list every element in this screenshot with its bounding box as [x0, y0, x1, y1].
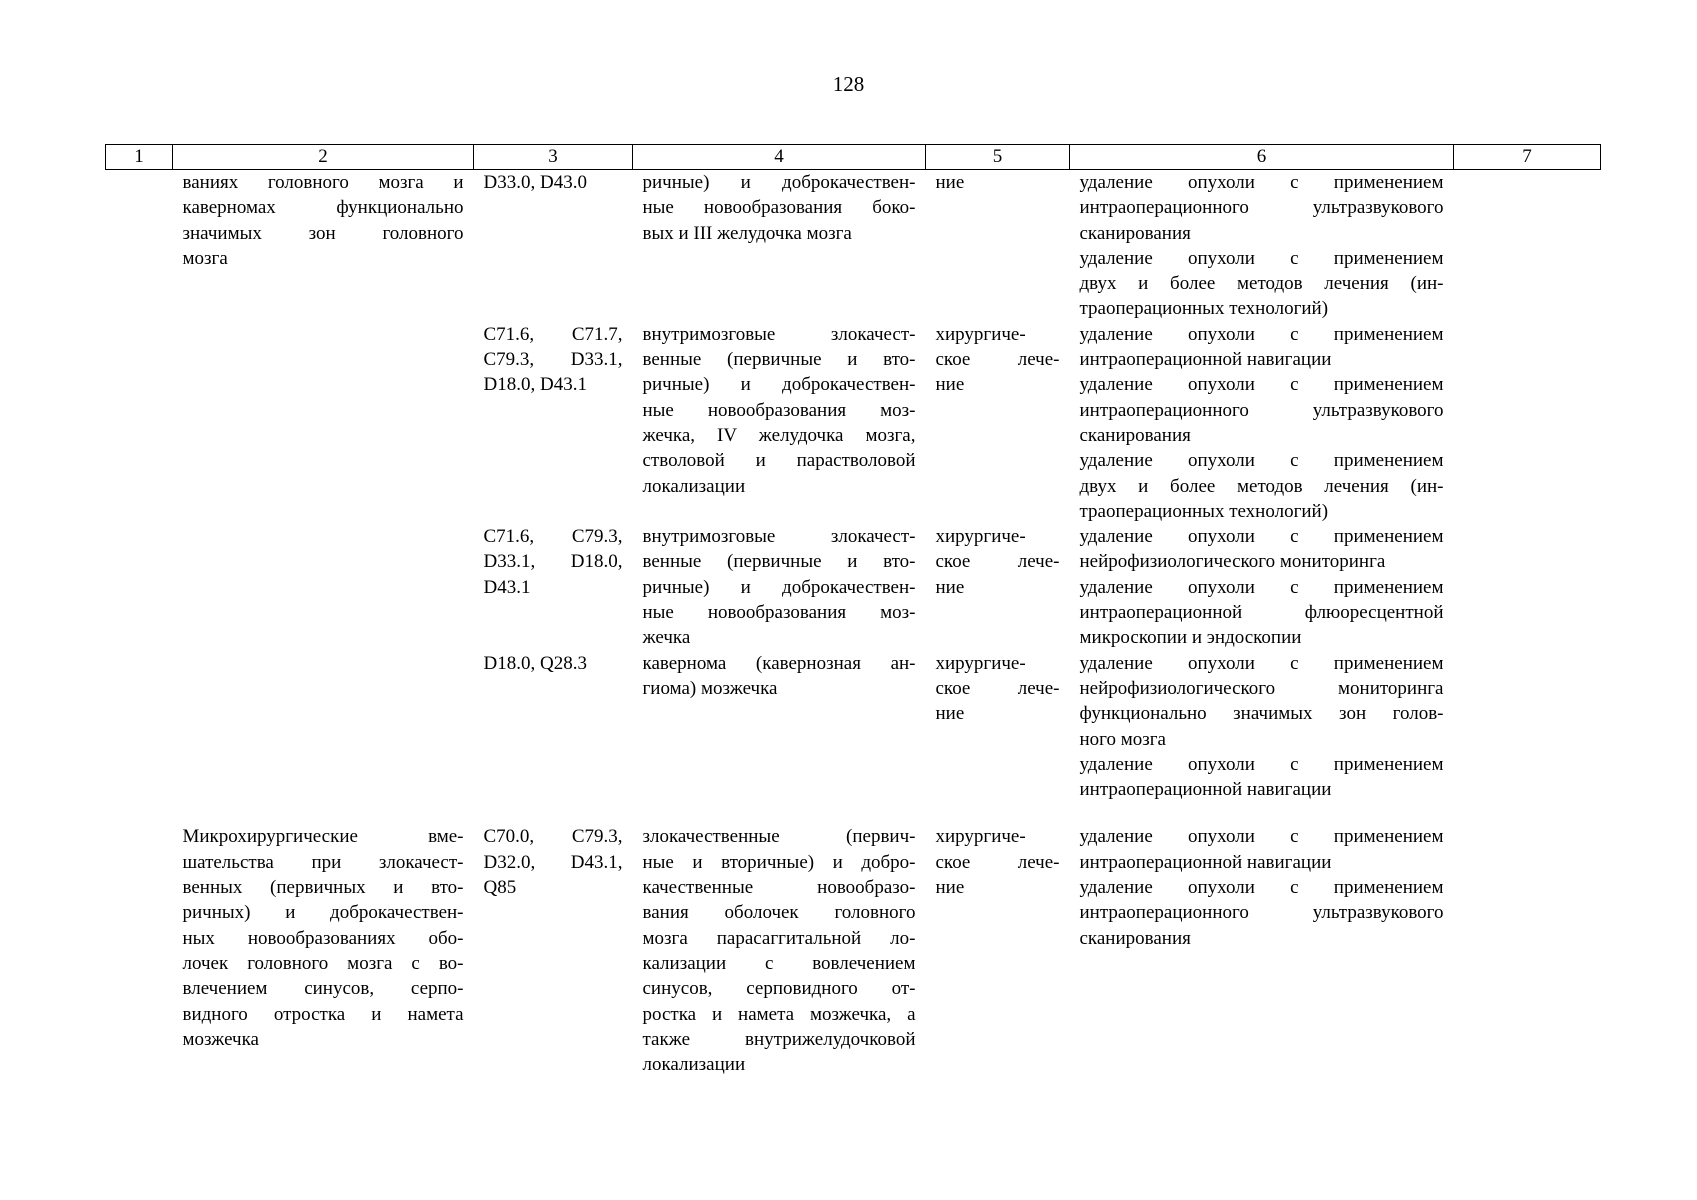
cell-line: внутримозговые злокачест- — [642, 526, 916, 548]
cell-line: D18.0, D43.1 — [483, 374, 587, 396]
cell-line: ние — [935, 172, 965, 193]
cell-line: траоперационных технологий) — [1079, 500, 1329, 522]
cell-col-5 — [926, 170, 1070, 322]
cell-col-3 — [474, 651, 633, 803]
cell-line: удаление опухоли с применением — [1079, 576, 1444, 598]
cell-col-1 — [106, 824, 173, 1077]
cell-col-1 — [106, 651, 173, 803]
table-row — [106, 322, 1601, 524]
spacer-cell — [106, 802, 173, 824]
cell-line: ское лече- — [935, 851, 1060, 873]
cell-line: интраоперационной навигации — [1079, 851, 1332, 873]
cell-line: ричные) и доброкачествен- — [642, 374, 916, 396]
spacer-cell — [474, 802, 633, 824]
cell-line: мозга парасаггитальной ло- — [642, 927, 916, 949]
cell-line: D43.1 — [483, 576, 531, 598]
cell-line: интраоперационной навигации — [1079, 779, 1332, 801]
cell-line: ного мозга — [1079, 728, 1166, 750]
cell-line: удаление опухоли с применением — [1079, 323, 1444, 345]
cell-line: Микрохирургические вме- — [182, 826, 464, 848]
table-body — [106, 170, 1601, 1078]
column-header-3: 3 — [474, 145, 633, 170]
column-header-7: 7 — [1454, 145, 1601, 170]
cell-col-4 — [633, 651, 926, 803]
cell-line: удаление опухоли с применением — [1079, 374, 1444, 396]
cell-line: венных (первичных и вто- — [182, 877, 464, 899]
cell-line: нейрофизиологического мониторинга — [1079, 551, 1386, 573]
method-item — [1080, 575, 1444, 651]
cell-line: двух и более методов лечения (ин- — [1079, 273, 1444, 295]
cell-col-5 — [926, 322, 1070, 524]
cell-line: C70.0, C79.3, — [483, 826, 623, 848]
method-item — [1080, 322, 1444, 373]
cell-line: двух и более методов лечения (ин- — [1079, 475, 1444, 497]
cell-line: ваниях головного мозга и — [182, 172, 464, 193]
page-number: 128 — [832, 72, 865, 96]
cell-line: удаление опухоли с применением — [1079, 753, 1444, 775]
cell-line: жечка — [642, 627, 691, 649]
cell-col-5 — [926, 524, 1070, 650]
cell-line: ростка и намета мозжечка, а — [642, 1003, 916, 1025]
cell-line: гиома) мозжечка — [642, 677, 778, 699]
cell-line: жечка, IV желудочка мозга, — [642, 424, 916, 446]
spacer-cell — [1070, 802, 1454, 824]
cell-line: влечением синусов, серпо- — [182, 978, 464, 1000]
cell-col-6 — [1070, 322, 1454, 524]
cell-line: функционально значимых зон голов- — [1079, 703, 1444, 725]
cell-line: ние — [935, 374, 965, 396]
cell-col-7 — [1454, 651, 1601, 803]
cell-line: Q85 — [483, 877, 517, 899]
cell-line: ние — [935, 703, 965, 725]
spacer-cell — [926, 802, 1070, 824]
cell-line: ные новообразования моз- — [642, 602, 916, 624]
cell-line: мозга — [182, 247, 228, 269]
cell-line: хирургиче- — [935, 526, 1026, 548]
cell-col-6 — [1070, 651, 1454, 803]
cell-col-5 — [926, 651, 1070, 803]
cell-col-7 — [1454, 824, 1601, 1077]
cell-line: траоперационных технологий) — [1079, 298, 1329, 320]
cell-col-3 — [474, 824, 633, 1077]
cell-line: ние — [935, 576, 965, 598]
cell-line: стволовой и парастволовой — [642, 450, 916, 472]
cell-col-7 — [1454, 170, 1601, 322]
cell-line: удаление опухоли с применением — [1079, 450, 1444, 472]
method-item — [1080, 524, 1444, 575]
column-header-4: 4 — [633, 145, 926, 170]
method-item — [1080, 372, 1444, 448]
cell-col-1 — [106, 170, 173, 322]
column-header-6: 6 — [1070, 145, 1454, 170]
cell-col-1 — [106, 322, 173, 524]
cell-col-2 — [173, 651, 474, 803]
cell-line: также внутрижелудочковой — [642, 1028, 916, 1050]
cell-line: нейрофизиологического мониторинга — [1079, 677, 1444, 699]
cell-line: локализации — [642, 475, 746, 497]
method-item — [1080, 752, 1444, 803]
table-row — [106, 170, 1601, 322]
cell-line: C79.3, D33.1, — [483, 349, 623, 371]
cell-line: лочек головного мозга с во- — [182, 952, 464, 974]
cell-line: D33.1, D18.0, — [483, 551, 623, 573]
cell-col-1 — [106, 524, 173, 650]
cell-line: C71.6, C71.7, — [483, 323, 623, 345]
cell-line: венные (первичные и вто- — [642, 349, 916, 371]
method-item — [1080, 246, 1444, 322]
cell-line: кализации с вовлечением — [642, 952, 916, 974]
cell-line: качественные новообразо- — [642, 877, 916, 899]
cell-col-3 — [474, 170, 633, 322]
column-header-5: 5 — [926, 145, 1070, 170]
method-item — [1080, 875, 1444, 951]
cell-line: синусов, серповидного от- — [642, 978, 916, 1000]
cell-col-2 — [173, 824, 474, 1077]
table-row — [106, 524, 1601, 650]
cell-col-6 — [1070, 524, 1454, 650]
cell-col-3 — [474, 524, 633, 650]
cell-line: сканирования — [1079, 424, 1191, 446]
table-row — [106, 651, 1601, 803]
cell-line: каверномах функционально — [182, 197, 464, 219]
cell-line: интраоперационного ультразвукового — [1079, 399, 1444, 421]
cell-line: ние — [935, 877, 965, 899]
cell-line: хирургиче- — [935, 652, 1026, 674]
cell-line: сканирования — [1079, 927, 1191, 949]
cell-line: интраоперационной флюоресцентной — [1079, 602, 1444, 624]
cell-line: интраоперационного ультразвукового — [1079, 902, 1444, 924]
cell-line: видного отростка и намета — [182, 1003, 464, 1025]
column-header-2: 2 — [173, 145, 474, 170]
cell-line: D32.0, D43.1, — [483, 851, 623, 873]
method-item — [1080, 448, 1444, 524]
cell-line: значимых зон головного — [182, 222, 464, 244]
cell-col-2 — [173, 170, 474, 322]
spacer-cell — [173, 802, 474, 824]
cell-line: внутримозговые злокачест- — [642, 323, 916, 345]
cell-col-6 — [1070, 824, 1454, 1077]
method-item — [1080, 651, 1444, 752]
cell-line: удаление опухоли с применением — [1079, 172, 1444, 193]
cell-line: венные (первичные и вто- — [642, 551, 916, 573]
column-number-row — [106, 145, 1601, 170]
spacer-cell — [1454, 802, 1601, 824]
cell-line: локализации — [642, 1054, 746, 1076]
cell-col-2 — [173, 524, 474, 650]
cell-line: удаление опухоли с применением — [1079, 247, 1444, 269]
cell-line: ское лече- — [935, 677, 1060, 699]
cell-col-4 — [633, 170, 926, 322]
column-header-1: 1 — [106, 145, 173, 170]
cell-col-2 — [173, 322, 474, 524]
method-item — [1080, 170, 1444, 246]
cell-line: D33.0, D43.0 — [483, 172, 587, 193]
cell-line: ные новообразования боко- — [642, 197, 916, 219]
method-item — [1080, 824, 1444, 875]
cell-line: интраоперационной навигации — [1079, 349, 1332, 371]
medical-care-table — [105, 144, 1601, 1077]
cell-line: вых и III желудочка мозга — [642, 222, 852, 244]
cell-line: ные новообразования моз- — [642, 399, 916, 421]
cell-line: шательства при злокачест- — [182, 851, 464, 873]
cell-line: вания оболочек головного — [642, 902, 916, 924]
cell-line: злокачественные (первич- — [642, 826, 916, 848]
cell-line: сканирования — [1079, 222, 1191, 244]
cell-line: хирургиче- — [935, 826, 1026, 848]
cell-col-3 — [474, 322, 633, 524]
cell-col-7 — [1454, 524, 1601, 650]
cell-line: ные и вторичные) и добро- — [642, 851, 916, 873]
cell-col-4 — [633, 824, 926, 1077]
cell-col-4 — [633, 524, 926, 650]
cell-line: ричных) и доброкачествен- — [182, 902, 464, 924]
cell-line: удаление опухоли с применением — [1079, 826, 1444, 848]
table-row — [106, 824, 1601, 1077]
cell-line: кавернома (кавернозная ан- — [642, 652, 916, 674]
cell-line: удаление опухоли с применением — [1079, 526, 1444, 548]
cell-col-6 — [1070, 170, 1454, 322]
cell-line: микроскопии и эндоскопии — [1079, 627, 1302, 649]
cell-line: ричные) и доброкачествен- — [642, 172, 916, 193]
spacer-cell — [633, 802, 926, 824]
cell-line: C71.6, C79.3, — [483, 526, 623, 548]
cell-line: удаление опухоли с применением — [1079, 652, 1444, 674]
cell-line: ское лече- — [935, 551, 1060, 573]
cell-line: ское лече- — [935, 349, 1060, 371]
cell-col-7 — [1454, 322, 1601, 524]
cell-line: D18.0, Q28.3 — [483, 652, 587, 674]
row-spacer — [106, 802, 1601, 824]
cell-line: хирургиче- — [935, 323, 1026, 345]
cell-line: ных новообразованиях обо- — [182, 927, 464, 949]
cell-col-4 — [633, 322, 926, 524]
cell-line: удаление опухоли с применением — [1079, 877, 1444, 899]
cell-line: мозжечка — [182, 1028, 259, 1050]
cell-line: интраоперационного ультразвукового — [1079, 197, 1444, 219]
cell-col-5 — [926, 824, 1070, 1077]
cell-line: ричные) и доброкачествен- — [642, 576, 916, 598]
